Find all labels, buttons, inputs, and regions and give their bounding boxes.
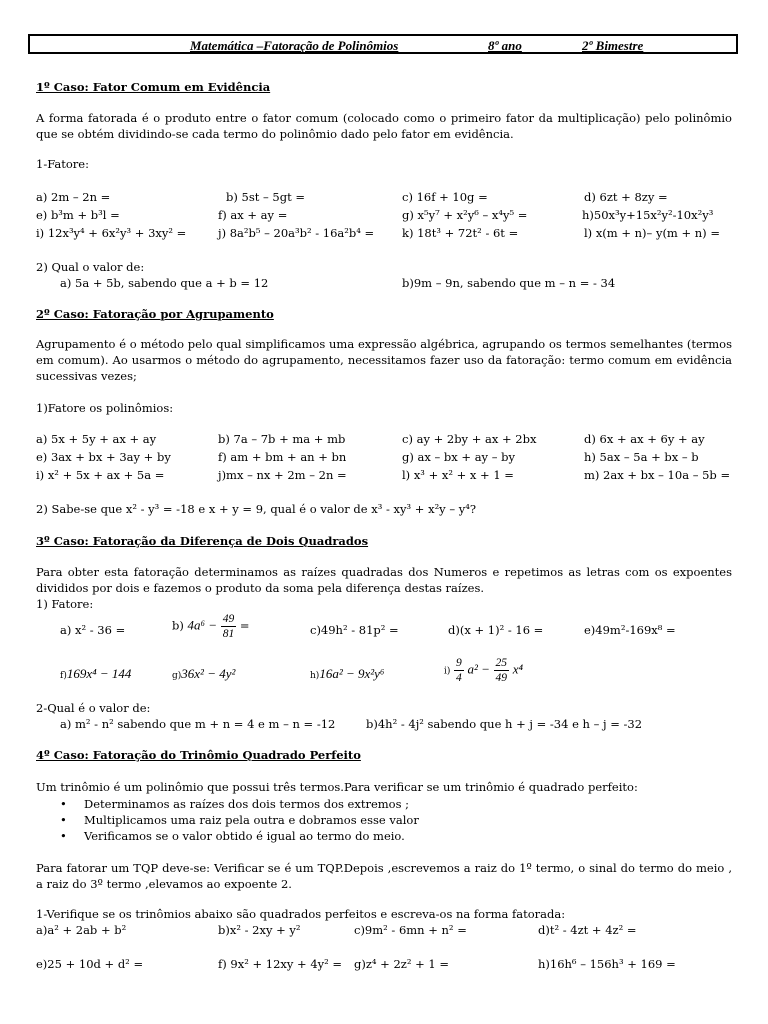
worksheet-header — [28, 34, 738, 54]
header-term: 2º Bimestre — [582, 38, 644, 53]
exercise-item: a) 2m – 2n = — [36, 190, 111, 204]
exercise-item: l) x(m + n)– y(m + n) = — [584, 226, 720, 240]
exercise-item: g) x⁵y⁷ + x²y⁶ – x⁴y⁵ = — [402, 208, 528, 222]
case1-title: 1º Caso: Fator Comum em Evidência — [36, 80, 271, 94]
fraction — [221, 612, 237, 641]
exercise-item — [310, 666, 384, 682]
exercise-item: j)mx – nx + 2m – 2n = — [218, 468, 347, 482]
case3-q2-a: a) m² - n² sabendo que m + n = 4 e m – n = -12 — [60, 717, 336, 731]
numerator: 49 — [222, 613, 235, 625]
exercise-item: a) 5x + 5y + ax + ay — [36, 432, 157, 446]
exercise-item: h)50x³y+15x²y²-10x²y³ — [582, 208, 714, 222]
exercise-item: g)z⁴ + 2z² + 1 = — [354, 957, 450, 971]
item-label: g) — [172, 671, 182, 681]
item-label: h) — [310, 671, 320, 681]
case2-title: 2º Caso: Fatoração por Agrupamento — [36, 307, 274, 321]
fraction — [454, 656, 464, 685]
exercise-item: i) 12x³y⁴ + 6x²y³ + 3xy² = — [36, 226, 187, 240]
exercise-item: c) ay + 2by + ax + 2bx — [402, 432, 537, 446]
item-label: i) — [444, 666, 451, 677]
case1-description: A forma fatorada é o produto entre o fator comum (colocado como o primeiro fator da multiplicação) pelo polinômio que se obtém dividindo-se cada termo do polinômio dado pelo fator em evidência. — [36, 111, 732, 141]
exercise-item: a)a² + 2ab + b² — [36, 923, 127, 937]
exercise-item: h) 5ax – 5a + bx – b — [584, 450, 699, 464]
exercise-item-fraction — [172, 612, 250, 641]
exercise-item: f) ax + ay = — [218, 208, 288, 222]
numerator: 9 — [456, 657, 462, 669]
case2-description: Agrupamento é o método pelo qual simplificamos uma expressão algébrica, agrupando os termos semelhantes (termos em comum). Ao usarmos o método do agrupamento, necessitamos fazer uso da fatoração: termo comum em evidência sucessivas vezes; — [36, 337, 732, 383]
math-term: 16a² − 9x²y⁶ — [319, 666, 385, 681]
math-term: 36x² − 4y² — [181, 666, 236, 681]
exercise-item: d)t² - 4zt + 4z² = — [538, 923, 637, 937]
fraction — [494, 656, 510, 685]
exercise-item — [60, 666, 131, 682]
denominator: 4 — [456, 672, 462, 684]
exercise-item: c)9m² - 6mn + n² = — [354, 923, 467, 937]
numerator: 25 — [495, 657, 508, 669]
exercise-item — [172, 666, 235, 682]
exercise-item: f) am + bm + an + bn — [218, 450, 347, 464]
exercise-item: l) x³ + x² + x + 1 = — [402, 468, 514, 482]
exercise-item: c) 16f + 10g = — [402, 190, 488, 204]
exercise-item: j) 8a²b⁵ – 20a³b² - 16a²b⁴ = — [218, 226, 375, 240]
case1-q2-b: b)9m – 9n, sabendo que m – n = - 34 — [402, 276, 616, 290]
exercise-item: e) b³m + b³l = — [36, 208, 120, 222]
case1-q2-a: a) 5a + 5b, sabendo que a + b = 12 — [60, 276, 269, 290]
case4-how-to: Para fatorar um TQP deve-se: Verificar se é um TQP.Depois ,escrevemos a raiz do 1º termo, o sinal do termo do meio , a raiz do 3º termo ,elevamos ao expoente 2. — [36, 861, 732, 891]
exercise-item: d)(x + 1)² - 16 = — [448, 623, 544, 637]
exercise-item: h)16h⁶ – 156h³ + 169 = — [538, 957, 676, 971]
case3-q1-title: 1) Fatore: — [36, 597, 94, 611]
exercise-item: b)x² - 2xy + y² — [218, 923, 301, 937]
case4-title: 4º Caso: Fatoração do Trinômio Quadrado Perfeito — [36, 748, 361, 762]
case2-q1-title: 1)Fatore os polinômios: — [36, 401, 174, 415]
math-term: 4a⁶ − — [187, 617, 218, 633]
math-term: a² − — [467, 661, 490, 677]
equals-sign: = — [239, 618, 250, 633]
case3-q2-title: 2-Qual é o valor de: — [36, 701, 151, 715]
exercise-item: d) 6x + ax + 6y + ay — [584, 432, 705, 446]
exercise-item-fraction — [444, 656, 523, 685]
case2-q2: 2) Sabe-se que x² - y³ = -18 e x + y = 9, qual é o valor de x³ - xy³ + x²y – y⁴? — [36, 502, 477, 516]
case4-q1-title: 1-Verifique se os trinômios abaixo são quadrados perfeitos e escreva-os na forma fatorada: — [36, 907, 566, 921]
header-grade: 8º ano — [488, 38, 522, 53]
bullet-item: • Verificamos se o valor obtido é igual ao termo do meio. — [64, 829, 405, 843]
case4-intro: Um trinômio é um polinômio que possui três termos.Para verificar se um trinômio é quadrado perfeito: — [36, 780, 638, 794]
exercise-item: i) x² + 5x + ax + 5a = — [36, 468, 165, 482]
exercise-item: k) 18t³ + 72t² - 6t = — [402, 226, 519, 240]
exercise-item: d) 6zt + 8zy = — [584, 190, 668, 204]
bullet-item: • Multiplicamos uma raiz pela outra e dobramos esse valor — [64, 813, 419, 827]
bullet-item: • Determinamos as raízes dos dois termos dos extremos ; — [64, 797, 409, 811]
case3-title: 3º Caso: Fatoração da Diferença de Dois Quadrados — [36, 534, 369, 548]
exercise-item: a) x² - 36 = — [60, 623, 126, 637]
denominator: 49 — [495, 672, 508, 684]
exercise-item: m) 2ax + bx – 10a – 5b = — [584, 468, 731, 482]
item-label: b) — [172, 618, 184, 633]
case3-description: Para obter esta fatoração determinamos as raízes quadradas dos Numeros e repetimos as letras com os expoentes divididos por dois e fazemos o produto da soma pela diferença destas raízes. — [36, 565, 732, 595]
exercise-item: c)49h² - 81p² = — [310, 623, 399, 637]
denominator: 81 — [222, 628, 235, 640]
case1-q2-title: 2) Qual o valor de: — [36, 260, 145, 274]
case1-q1-title: 1-Fatore: — [36, 157, 89, 171]
exercise-item: b) 5st – 5gt = — [226, 190, 305, 204]
exercise-item: e) 3ax + bx + 3ay + by — [36, 450, 171, 464]
case3-q2-b: b)4h² - 4j² sabendo que h + j = -34 e h – j = -32 — [366, 717, 643, 731]
exercise-item: f) 9x² + 12xy + 4y² = — [218, 957, 343, 971]
math-term: 169x⁴ − 144 — [66, 666, 132, 681]
exercise-item: g) ax – bx + ay – by — [402, 450, 515, 464]
math-term: x⁴ — [512, 661, 523, 677]
exercise-item: e)25 + 10d + d² = — [36, 957, 144, 971]
exercise-item: b) 7a – 7b + ma + mb — [218, 432, 346, 446]
header-subject: Matemática –Fatoração de Polinômios — [190, 38, 399, 53]
exercise-item: e)49m²-169x⁸ = — [584, 623, 676, 637]
item-label: f) — [60, 671, 67, 681]
